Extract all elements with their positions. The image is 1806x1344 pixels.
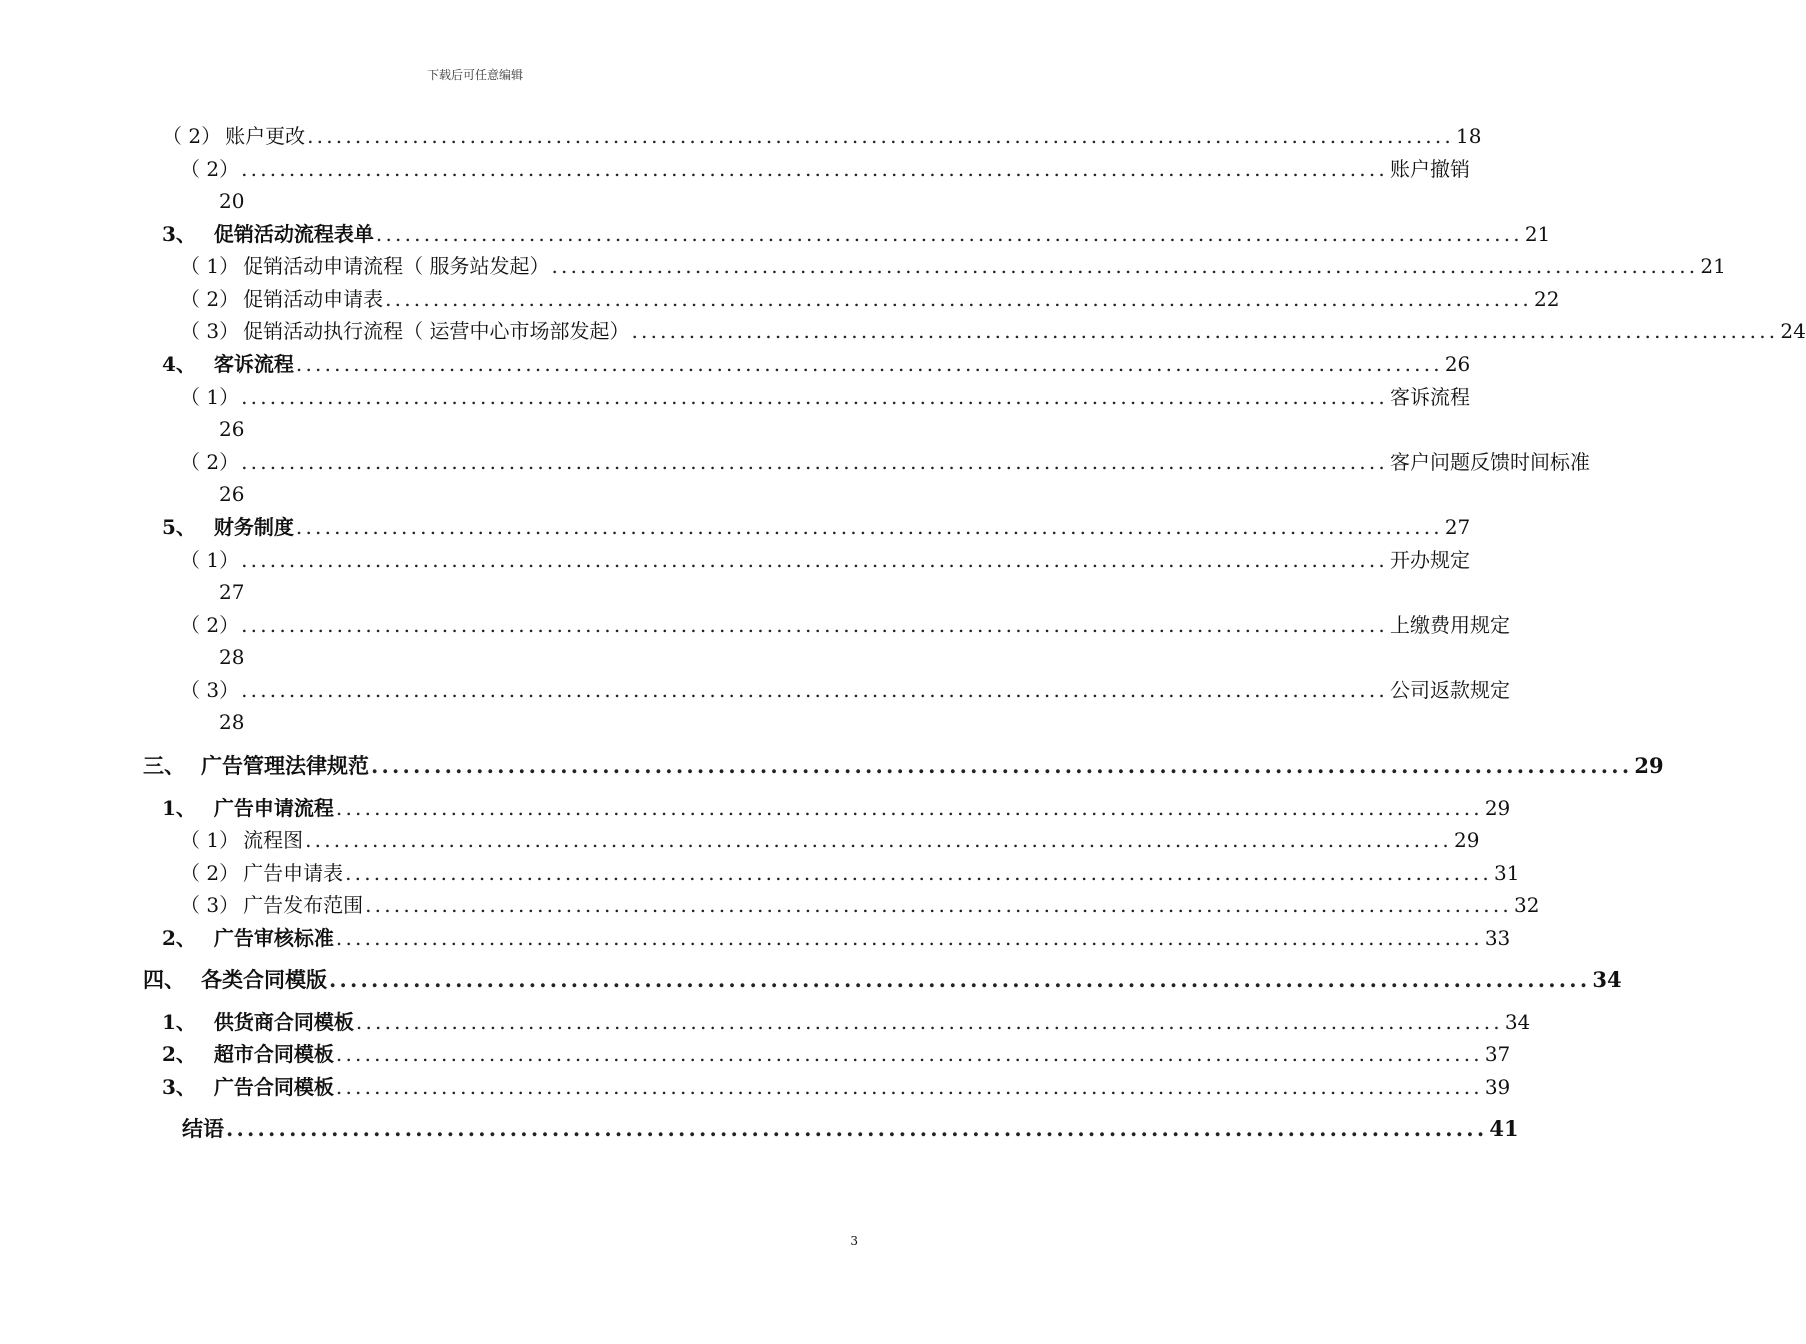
toc-entry-label: 促销活动申请表 (243, 287, 384, 311)
toc-entry-page: 31 (1493, 861, 1520, 885)
toc-entry[interactable] (162, 349, 1471, 379)
toc-entry-number: 5、 (162, 515, 196, 539)
toc-entry-label: 促销活动执行流程（ 运营中心市场部发起） (243, 319, 630, 343)
toc-entry-page: 29 (1484, 796, 1511, 820)
toc-entry-label: 各类合同模版 (201, 967, 327, 992)
toc-entry-label: 广告发布范围 (243, 893, 364, 917)
toc-entry[interactable] (180, 858, 1520, 888)
toc-entry-number: 2、 (162, 926, 196, 950)
toc-entry[interactable] (143, 965, 1622, 995)
toc-entry-number: 2、 (162, 1042, 196, 1066)
toc-entry-page: 账户撤销 (1389, 157, 1470, 181)
toc-entry-number: （ 3） (180, 678, 240, 702)
toc-entry[interactable] (180, 825, 1480, 855)
toc-entry-page: 26 (1444, 352, 1471, 376)
toc-entry[interactable] (162, 1072, 1511, 1102)
dot-leader: ........................................................................................................................ (335, 1042, 1483, 1066)
toc-entry-label: 供货商合同模板 (213, 1010, 354, 1034)
toc-entry-page: 21 (1524, 222, 1551, 246)
dot-leader: ........................................................................................................................ (295, 515, 1443, 539)
toc-entry-continuation-page: 26 (219, 417, 245, 441)
toc-entry-number: （ 3） (180, 319, 240, 343)
dot-leader: ........................................................................................................................ (305, 828, 1452, 852)
toc-entry-page: 39 (1484, 1075, 1511, 1099)
toc-entry-page: 客诉流程 (1389, 385, 1470, 409)
toc-entry-page: 27 (1444, 515, 1471, 539)
toc-entry-page: 21 (1700, 254, 1726, 278)
toc-entry-number: （ 2） (162, 124, 222, 148)
dot-leader: ........................................................................................................................ (241, 450, 1388, 474)
toc-entry[interactable] (180, 382, 1470, 412)
toc-entry[interactable] (143, 751, 1664, 781)
toc-entry-continuation-page: 28 (219, 645, 245, 669)
toc-entry-label: 促销活动申请流程（ 服务站发起） (243, 254, 550, 278)
dot-leader: ........................................................................................................................ (295, 352, 1443, 376)
dot-leader: ........................................................................................................................ (335, 926, 1483, 950)
dot-leader: ........................................................................................................................ (371, 753, 1633, 778)
toc-entry[interactable] (182, 1114, 1519, 1144)
toc-entry-page: 客户问题反馈时间标准 (1389, 450, 1590, 474)
toc-entry[interactable] (162, 923, 1511, 953)
toc-entry[interactable] (162, 1007, 1531, 1037)
toc-entry-continuation-page: 28 (219, 710, 245, 734)
toc-entry-number: （ 2） (180, 157, 240, 181)
toc-entry-page: 29 (1453, 828, 1480, 852)
toc-entry-label: 促销活动流程表单 (213, 222, 374, 246)
toc-entry-page: 34 (1504, 1010, 1531, 1034)
toc-entry-page: 开办规定 (1389, 548, 1470, 572)
toc-entry-label: 客诉流程 (213, 352, 294, 376)
toc-entry-number: （ 2） (180, 613, 240, 637)
toc-entry-number: （ 1） (180, 828, 240, 852)
toc-entry[interactable] (162, 793, 1511, 823)
toc-entry-page: 33 (1484, 926, 1511, 950)
dot-leader: ........................................................................................................................ (241, 157, 1388, 181)
toc-entry[interactable] (162, 121, 1482, 151)
toc-entry-page: 29 (1634, 753, 1664, 778)
dot-leader: ........................................................................................................................ (329, 967, 1591, 992)
dot-leader: ........................................................................................................................ (241, 678, 1388, 702)
toc-entry-continuation-page: 27 (219, 580, 245, 604)
dot-leader: ........................................................................................................................ (335, 796, 1483, 820)
toc-entry-label: 流程图 (243, 828, 304, 852)
dot-leader: ........................................................................................................................ (355, 1010, 1503, 1034)
toc-entry-number: 1、 (162, 1010, 196, 1034)
toc-entry[interactable] (162, 512, 1471, 542)
dot-leader: ........................................................................................................................ (631, 319, 1779, 343)
toc-entry-page: 37 (1484, 1042, 1511, 1066)
toc-entry[interactable] (162, 219, 1551, 249)
toc-entry-number: 1、 (162, 796, 196, 820)
toc-entry-number: （ 3） (180, 893, 240, 917)
dot-leader: ........................................................................................................................ (551, 254, 1699, 278)
toc-entry-number: 3、 (162, 222, 196, 246)
toc-entry-number: 3、 (162, 1075, 196, 1099)
toc-entry-label: 广告申请表 (243, 861, 344, 885)
toc-entry-continuation-page: 26 (219, 482, 245, 506)
toc-entry[interactable] (180, 154, 1470, 184)
toc-entry-number: （ 1） (180, 254, 240, 278)
toc-entry-number: （ 2） (180, 450, 240, 474)
toc-entry-label: 超市合同模板 (213, 1042, 334, 1066)
toc-entry-number: 三、 (143, 753, 185, 778)
dot-leader: ........................................................................................................................ (335, 1075, 1483, 1099)
toc-entry-number: （ 1） (180, 548, 240, 572)
toc-entry-page: 24 (1780, 319, 1806, 343)
dot-leader: ........................................................................................................................ (241, 613, 1388, 637)
toc-entry-label: 广告管理法律规范 (201, 753, 369, 778)
toc-entry-page: 22 (1533, 287, 1560, 311)
toc-entry-page: 34 (1592, 967, 1622, 992)
toc-entry-page: 18 (1455, 124, 1482, 148)
dot-leader: ........................................................................................................................ (345, 861, 1492, 885)
toc-entry-number: （ 2） (180, 861, 240, 885)
toc-entry-label: 财务制度 (213, 515, 294, 539)
toc-entry[interactable] (180, 284, 1560, 314)
dot-leader: ........................................................................................................................ (385, 287, 1532, 311)
toc-entry-page: 公司返款规定 (1389, 678, 1510, 702)
toc-entry-number: 4、 (162, 352, 196, 376)
page-header: 下载后可任意编辑 (426, 68, 523, 82)
toc-entry-label: 广告审核标准 (213, 926, 334, 950)
toc-entry[interactable] (180, 316, 1806, 346)
toc-entry[interactable] (180, 675, 1510, 705)
toc-entry[interactable] (162, 1039, 1511, 1069)
toc-entry-label: 账户更改 (225, 124, 306, 148)
dot-leader: ........................................................................................................................ (241, 548, 1388, 572)
toc-entry[interactable] (180, 545, 1470, 575)
toc-entry-page: 上缴费用规定 (1389, 613, 1510, 637)
toc-entry[interactable] (180, 251, 1726, 281)
dot-leader: ........................................................................................................................ (241, 385, 1388, 409)
dot-leader: ........................................................................................................................ (307, 124, 1454, 148)
toc-entry-label: 广告申请流程 (213, 796, 334, 820)
toc-entry-continuation-page: 20 (219, 189, 245, 213)
toc-entry-number: （ 1） (180, 385, 240, 409)
page-number: 3 (850, 1234, 858, 1248)
toc-entry[interactable] (180, 890, 1540, 920)
toc-entry-number: （ 2） (180, 287, 240, 311)
toc-entry-label: 广告合同模板 (213, 1075, 334, 1099)
dot-leader: ........................................................................................................................ (375, 222, 1523, 246)
toc-entry-number: 四、 (143, 967, 185, 992)
toc-entry[interactable] (180, 447, 1590, 477)
toc-entry[interactable] (180, 610, 1510, 640)
toc-entry-label: 结语 (182, 1116, 224, 1141)
toc-entry-page: 32 (1513, 893, 1540, 917)
dot-leader: ........................................................................................................................ (226, 1116, 1488, 1141)
dot-leader: ........................................................................................................................ (365, 893, 1512, 917)
toc-entry-page: 41 (1489, 1116, 1519, 1141)
